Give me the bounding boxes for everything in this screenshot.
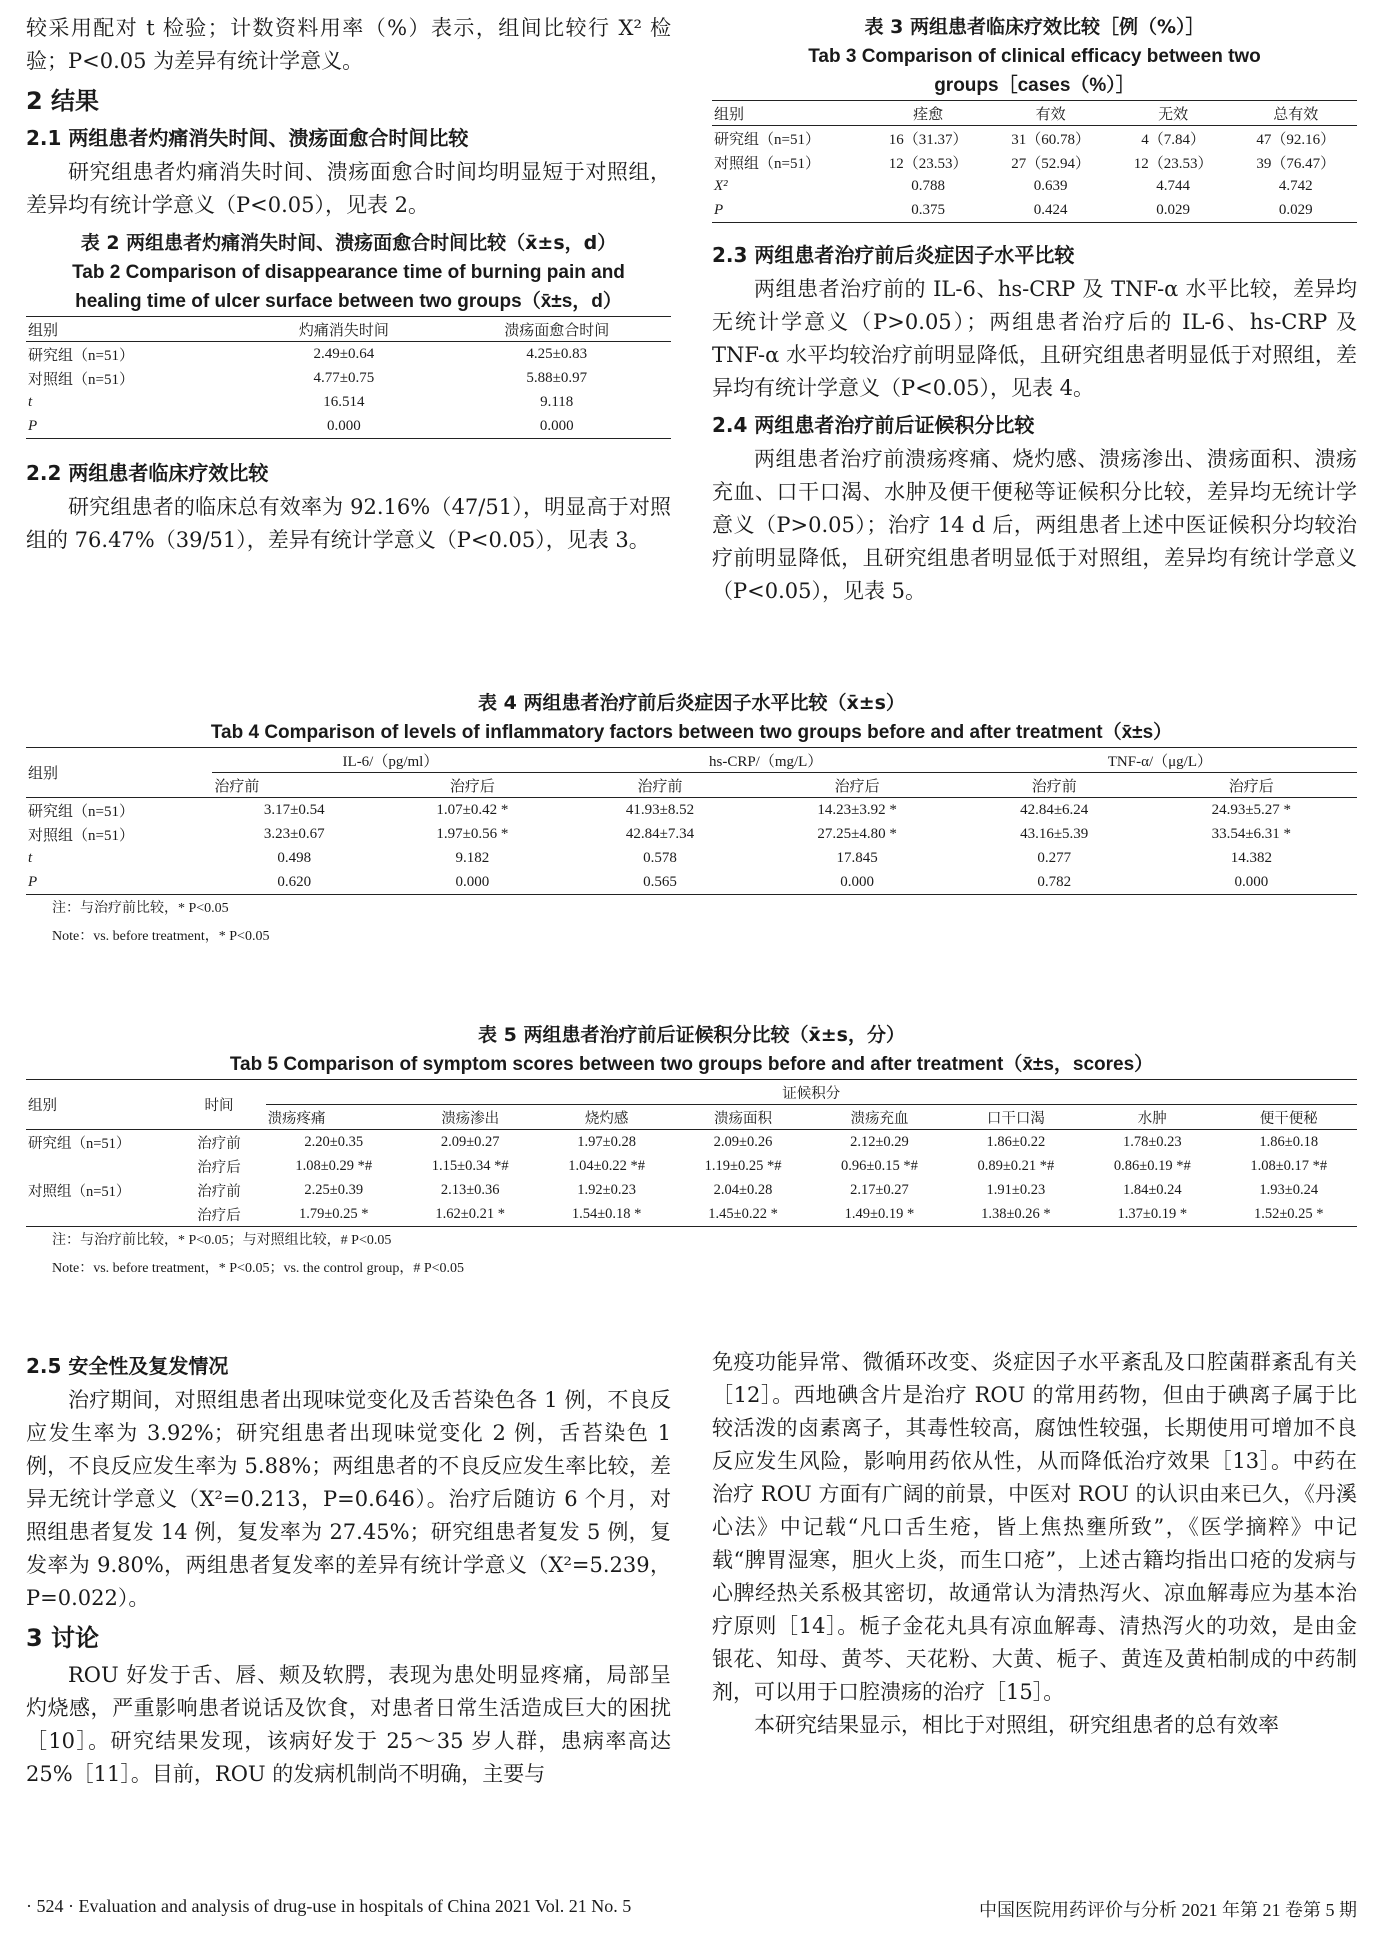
table2-caption-en-2: healing time of ulcer surface between two groups（x̄±s，d）	[75, 291, 622, 312]
table-cell: 0.000	[751, 870, 962, 895]
table-cell: 12（23.53）	[888, 155, 968, 172]
table-cell: 0.000	[376, 870, 568, 895]
table-cell: 研究组（n=51）	[28, 347, 134, 364]
table-row	[26, 1202, 1357, 1227]
table-header: 组别	[712, 101, 867, 126]
table4-note-cn: 注：与治疗前比较，* P<0.05	[52, 901, 229, 916]
table-cell: 2.49±0.64	[313, 345, 375, 362]
table-cell: 1.79±0.25 *	[266, 1202, 402, 1227]
paragraph-2-1: 研究组患者灼痛消失时间、溃疡面愈合时间均明显短于对照组，差异均有统计学意义（P<0.05），见表 2。	[26, 160, 671, 217]
table-cell: 2.25±0.39	[304, 1181, 364, 1198]
table-cell: 14.382	[1230, 849, 1272, 866]
table-header: 烧灼感	[538, 1105, 674, 1130]
table-cell: 1.19±0.25 *#	[704, 1157, 782, 1174]
table-cell: 4.744	[1156, 177, 1191, 194]
table-cell: 研究组（n=51）	[28, 1135, 131, 1152]
footer-journal-en: · 524 · Evaluation and analysis of drug-use in hospitals of China 2021 Vol. 21 No. 5	[26, 1896, 632, 1916]
table-cell: 4（7.84）	[1141, 131, 1206, 148]
table-cell: 24.93±5.27 *	[1211, 801, 1292, 818]
table-header: 口干口渴	[948, 1105, 1084, 1130]
table-cell: 43.16±5.39	[1020, 825, 1089, 842]
section-heading-2-4: 2.4 两组患者治疗前后证候积分比较	[712, 413, 1035, 437]
left-column-bottom	[26, 1346, 671, 1791]
table-cell: P	[26, 414, 245, 439]
table4	[26, 747, 1357, 895]
table5-note-en: Note：vs. before treatment，* P<0.05；vs. the control group，# P<0.05	[52, 1261, 465, 1276]
table-row	[26, 846, 1357, 870]
section-heading-2-2: 2.2 两组患者临床疗效比较	[26, 461, 269, 485]
paragraph-discussion-cont: 免疫功能异常、微循环改变、炎症因子水平紊乱及口腔菌群紊乱有关［12］。西地碘含片是治疗 ROU 的常用药物，但由于碘离子属于比较活泼的卤素离子，其毒性较高，腐蚀性较强，长期使用可增加不良反应发生风险，影响用药依从性，从而降低治疗效果［13］。中药在治疗 ROU 方面有广阔的前景，中医对 ROU 的认识由来已久，《丹溪心法》中记载“凡口舌生疮，皆上焦热壅所致”，《医学摘粹》中记载“脾胃湿寒，胆火上炎，而生口疮”，上述古籍均指出口疮的发病与心脾经热关系极其密切，故通常认为清热泻火、凉血解毒应为基本治疗原则［14］。栀子金花丸具有凉血解毒、清热泻火的功效，是由金银花、知母、黄芩、天花粉、大黄、栀子、黄连及黄柏制成的中药制剂，可以用于口腔溃疡的治疗［15］。	[712, 1350, 1357, 1704]
paragraph-results-summary: 本研究结果显示，相比于对照组，研究组患者的总有效率	[754, 1713, 1279, 1737]
table-cell: P	[26, 870, 212, 895]
table-cell: t	[28, 393, 33, 410]
table-cell: 1.15±0.34 *#	[431, 1157, 509, 1174]
table-cell: 16（31.37）	[888, 131, 968, 148]
table-cell: 4.742	[1278, 177, 1313, 194]
table-cell: 0.89±0.21 *#	[977, 1157, 1055, 1174]
table3-caption-en-2: groups［cases（%）］	[934, 75, 1135, 96]
table-cell: 2.12±0.29	[850, 1133, 909, 1150]
table-header: 治疗前	[212, 773, 376, 798]
table-cell: 1.04±0.22 *#	[568, 1157, 646, 1174]
table-row	[26, 1130, 1357, 1155]
section-heading-2-1: 2.1 两组患者灼痛消失时间、溃疡面愈合时间比较	[26, 126, 469, 150]
table-cell: 1.84±0.24	[1122, 1181, 1182, 1198]
table-cell: 研究组（n=51）	[28, 803, 134, 820]
table-cell: t	[28, 849, 33, 866]
paragraph-2-3: 两组患者治疗前的 IL-6、hs-CRP 及 TNF-α 水平比较，差异均无统计学意义（P>0.05）；两组患者治疗后的 IL-6、hs-CRP 及 TNF-α 水平均较治疗前明显降低，且研究组患者明显低于对照组，差异均有统计学意义（P<0.05），见表 4。	[712, 277, 1357, 400]
table-cell: 1.45±0.22 *	[675, 1202, 811, 1227]
paragraph-discussion: ROU 好发于舌、唇、颊及软腭，表现为患处明显疼痛，局部呈灼烧感，严重影响患者说话及饮食，对患者日常生活造成巨大的困扰［10］。研究结果发现，该病好发于 25～35 岁人群，患病率高达 25%［11］。目前，ROU 的发病机制尚不明确，主要与	[26, 1663, 671, 1786]
table2-caption-cn: 表 2 两组患者灼痛消失时间、溃疡面愈合时间比较（x̄±s，d）	[80, 232, 617, 254]
table-row	[712, 126, 1357, 151]
table-cell: 33.54±6.31 *	[1211, 825, 1292, 842]
table-cell: 1.91±0.23	[986, 1181, 1046, 1198]
table-cell: 对照组（n=51）	[28, 1183, 131, 1200]
table-cell: 0.788	[911, 177, 945, 194]
table5-block	[26, 1020, 1357, 1283]
table-header: 有效	[989, 101, 1112, 126]
table-cell: 1.38±0.26 *	[948, 1202, 1084, 1227]
table-cell: 39（76.47）	[1256, 155, 1336, 172]
table-cell: 0.565	[569, 870, 752, 895]
paragraph-2-2: 研究组患者的临床总有效率为 92.16%（47/51），明显高于对照组的 76.47%（39/51），差异有统计学意义（P<0.05），见表 3。	[26, 495, 671, 552]
table-cell: 0.639	[1033, 177, 1068, 194]
table-header: 治疗后	[376, 773, 568, 798]
table-cell: 1.08±0.17 *#	[1250, 1157, 1328, 1174]
table-cell: 1.08±0.29 *#	[295, 1157, 373, 1174]
right-column-bottom	[712, 1346, 1357, 1742]
table-header: 灼痛消失时间	[245, 317, 442, 342]
right-column-top	[712, 12, 1357, 608]
table-cell: 1.97±0.28	[577, 1133, 636, 1150]
table-cell: 42.84±7.34	[625, 825, 695, 842]
table-cell: 0.620	[212, 870, 376, 895]
table-cell: 31（60.78）	[1011, 131, 1090, 148]
table-row	[26, 1154, 1357, 1178]
table-cell: 0.000	[245, 414, 442, 439]
table-cell: 1.78±0.23	[1122, 1133, 1182, 1150]
table-cell: 0.029	[1234, 198, 1357, 223]
table-cell: 1.54±0.18 *	[538, 1202, 674, 1227]
table-cell: 47（92.16）	[1256, 131, 1336, 148]
table-cell: 对照组（n=51）	[28, 827, 134, 844]
table-cell: 2.04±0.28	[713, 1181, 773, 1198]
table-cell: 0.277	[1037, 849, 1072, 866]
table-cell: 16.514	[323, 393, 365, 410]
table5-caption-en: Tab 5 Comparison of symptom scores between two groups before and after treatment（x̄±s，scores）	[229, 1054, 1154, 1075]
table3-caption-cn: 表 3 两组患者临床疗效比较［例（%）］	[864, 16, 1205, 38]
table5	[26, 1079, 1357, 1227]
table-cell: 治疗后	[197, 1159, 241, 1176]
table-row	[26, 798, 1357, 823]
table-cell: 1.49±0.19 *	[811, 1202, 947, 1227]
paragraph-2-4: 两组患者治疗前溃疡疼痛、烧灼感、溃疡渗出、溃疡面积、溃疡充血、口干口渴、水肿及便干便秘等证候积分比较，差异均无统计学意义（P>0.05）；治疗 14 d 后，两组患者上述中医证候积分均较治疗前明显降低，且研究组患者明显低于对照组，差异均有统计学意义（P<0.05），见表 5。	[712, 447, 1357, 603]
table-cell: 1.07±0.42 *	[436, 801, 509, 818]
left-column-top	[26, 12, 671, 557]
table2	[26, 316, 671, 439]
table-cell: 2.20±0.35	[304, 1133, 364, 1150]
table-header: IL-6/（pg/ml）	[212, 748, 568, 773]
table2-caption-en-1: Tab 2 Comparison of disappearance time of burning pain and	[72, 262, 625, 283]
table-cell: 5.88±0.97	[526, 369, 588, 386]
table-header: 证候积分	[266, 1080, 1357, 1105]
table-cell: 治疗前	[197, 1135, 241, 1152]
table-header: 便干便秘	[1221, 1105, 1357, 1130]
table-cell	[26, 1154, 172, 1178]
table-cell: 对照组（n=51）	[714, 155, 820, 172]
table-cell: 0.424	[989, 198, 1112, 223]
table-cell: 1.37±0.19 *	[1084, 1202, 1220, 1227]
table3	[712, 100, 1357, 223]
paragraph-statistics-cont: 较采用配对 t 检验；计数资料用率（%）表示，组间比较行 X² 检验；P<0.05 为差异有统计学意义。	[26, 16, 671, 73]
table4-note-en: Note：vs. before treatment，* P<0.05	[52, 929, 270, 944]
table-row	[26, 366, 671, 390]
table-cell: 0.498	[277, 849, 312, 866]
table-cell: P	[712, 198, 867, 223]
table-cell: 对照组（n=51）	[28, 371, 134, 388]
table5-note-cn: 注：与治疗前比较，* P<0.05；与对照组比较，# P<0.05	[52, 1233, 392, 1248]
section-heading-discussion: 3 讨论	[26, 1624, 100, 1652]
table-cell: 1.62±0.21 *	[402, 1202, 538, 1227]
table-header: 水肿	[1084, 1105, 1220, 1130]
table4-block	[26, 688, 1357, 951]
table-header: 溃疡面积	[675, 1105, 811, 1130]
table-row	[26, 414, 671, 439]
table-header: 溃疡面愈合时间	[442, 317, 671, 342]
table-header: 痊愈	[867, 101, 990, 126]
table-header: TNF-α/（μg/L）	[963, 748, 1357, 773]
table-cell: 9.118	[540, 393, 574, 410]
table-cell: X²	[714, 177, 728, 194]
table-header: 组别	[26, 1080, 172, 1130]
table-cell: 0.029	[1112, 198, 1235, 223]
table-cell: 治疗前	[197, 1183, 241, 1200]
section-heading-2-5: 2.5 安全性及复发情况	[26, 1354, 229, 1378]
table-header: 治疗前	[569, 773, 752, 798]
table-row	[712, 198, 1357, 223]
paragraph-2-5: 治疗期间，对照组患者出现味觉变化及舌苔染色各 1 例，不良反应发生率为 3.92%；研究组患者出现味觉变化 2 例，舌苔染色 1 例，不良反应发生率为 5.88%；两组患者的不良反应发生率比较，差异无统计学意义（X²=0.213，P=0.646）。治疗后随访 6 个月，对照组患者复发 14 例，复发率为 27.45%；研究组患者复发 5 例，复发率为 9.80%，两组患者复发率的差异有统计学意义（X²=5.239，P=0.022）。	[26, 1388, 671, 1610]
table-header: 溃疡渗出	[402, 1105, 538, 1130]
table-cell: 2.09±0.26	[713, 1133, 773, 1150]
table4-caption-en: Tab 4 Comparison of levels of inflammatory factors between two groups before and after treatment（x̄±s）	[210, 722, 1173, 743]
table-cell: 1.93±0.24	[1259, 1181, 1319, 1198]
table-cell: 4.25±0.83	[526, 345, 588, 362]
table-header: 溃疡充血	[811, 1105, 947, 1130]
table-row	[712, 174, 1357, 198]
table-cell: 治疗后	[172, 1202, 265, 1227]
table-cell: 0.96±0.15 *#	[841, 1157, 918, 1174]
section-heading-2-3: 2.3 两组患者治疗前后炎症因子水平比较	[712, 243, 1075, 267]
table-header: 治疗后	[751, 773, 962, 798]
table-cell: 9.182	[455, 849, 490, 866]
table-header: 组别	[26, 748, 212, 798]
table-row	[26, 822, 1357, 846]
table-cell: 0.86±0.19 *#	[1113, 1157, 1191, 1174]
table-cell: 2.09±0.27	[440, 1133, 500, 1150]
table-cell: 41.93±8.52	[625, 801, 695, 818]
table-cell: 2.17±0.27	[850, 1181, 909, 1198]
table-header: 溃疡疼痛	[266, 1105, 402, 1130]
table-header: 治疗后	[1146, 773, 1357, 798]
table-cell	[26, 1202, 172, 1227]
table-cell: 12（23.53）	[1133, 155, 1213, 172]
table-cell: 17.845	[836, 849, 878, 866]
table-row	[26, 1178, 1357, 1202]
table-header: 组别	[26, 317, 245, 342]
table-header: 治疗前	[963, 773, 1146, 798]
table-header: 总有效	[1234, 101, 1357, 126]
table-row	[26, 870, 1357, 895]
table-cell: 0.578	[643, 849, 677, 866]
table5-caption-cn: 表 5 两组患者治疗前后证候积分比较（x̄±s，分）	[478, 1024, 905, 1046]
table-cell: 1.86±0.18	[1259, 1133, 1319, 1150]
table-cell: 2.13±0.36	[440, 1181, 500, 1198]
table3-caption-en-1: Tab 3 Comparison of clinical efficacy between two	[808, 46, 1261, 67]
table-cell: 1.97±0.56 *	[436, 825, 509, 842]
table-cell: 0.375	[867, 198, 990, 223]
table-header: 无效	[1112, 101, 1235, 126]
table-cell: 27.25±4.80 *	[817, 825, 897, 842]
table-cell: 27（52.94）	[1011, 155, 1090, 172]
table-cell: 0.000	[442, 414, 671, 439]
table-cell: 0.000	[1146, 870, 1357, 895]
table-cell: 1.86±0.22	[986, 1133, 1046, 1150]
table-cell: 1.92±0.23	[577, 1181, 636, 1198]
table-cell: 1.52±0.25 *	[1221, 1202, 1357, 1227]
table-cell: 4.77±0.75	[313, 369, 375, 386]
table-row	[712, 150, 1357, 174]
table-row	[26, 342, 671, 367]
table-cell: 3.17±0.54	[263, 801, 325, 818]
table4-caption-cn: 表 4 两组患者治疗前后炎症因子水平比较（x̄±s）	[478, 692, 905, 714]
table-header: hs-CRP/（mg/L）	[569, 748, 963, 773]
table-cell: 14.23±3.92 *	[817, 801, 897, 818]
table-cell: 0.782	[963, 870, 1146, 895]
section-heading-results: 2 结果	[26, 87, 100, 115]
table-cell: 研究组（n=51）	[714, 131, 820, 148]
table-header: 时间	[172, 1080, 265, 1130]
footer-journal-cn: 中国医院用药评价与分析 2021 年第 21 卷第 5 期	[979, 1900, 1357, 1920]
table-cell: 42.84±6.24	[1020, 801, 1089, 818]
table-cell: 3.23±0.67	[263, 825, 325, 842]
table-row	[26, 390, 671, 414]
